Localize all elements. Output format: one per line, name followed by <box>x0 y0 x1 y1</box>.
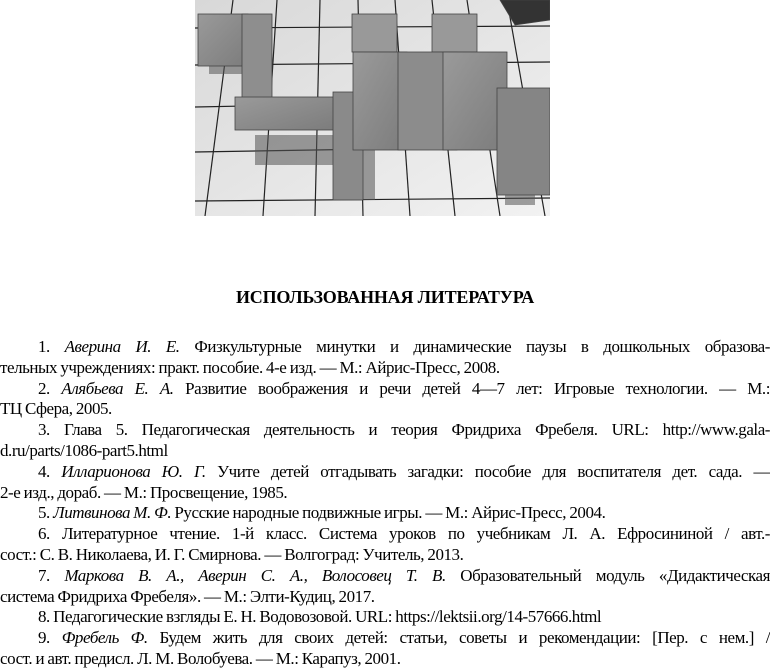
reference-first-line <box>0 524 770 545</box>
reference-number: 9. <box>38 628 50 648</box>
reference-text: Учите детей отгадывать загадки: пособие для воспитателя дет. сада. — <box>205 461 770 481</box>
reference-item <box>0 420 770 462</box>
reference-number: 8. <box>38 607 50 627</box>
reference-continuation: система Фридриха Фребеля». — М.: Элти-Кудиц, 2017. <box>0 586 375 606</box>
reference-item <box>0 462 770 504</box>
reference-item <box>0 337 770 379</box>
reference-list <box>0 337 770 670</box>
reference-number: 7. <box>38 565 50 585</box>
reference-text: Глава 5. Педагогическая деятельность и теория Фридриха Фребеля. URL: http://www.gala- <box>63 420 770 440</box>
reference-author: Илларионова Ю. Г. <box>61 461 206 481</box>
reference-author: Алябьева Е. А. <box>61 378 174 398</box>
reference-author: Фребель Ф. <box>61 628 148 648</box>
reference-text: Русские народные подвижные игры. — М.: Айрис-Пресс, 2004. <box>171 503 606 523</box>
reference-first-line <box>0 566 770 587</box>
reference-continuation: сост. и авт. предисл. Л. М. Волобуева. — М.: Карапуз, 2001. <box>0 648 401 668</box>
reference-text: Будем жить для своих детей: статьи, советы и рекомендации: [Пер. с нем.] / <box>147 628 770 648</box>
reference-first-line <box>0 607 770 628</box>
reference-continuation: тельных учреждениях: практ. пособие. 4-е изд. — М.: Айрис-Пресс, 2008. <box>0 357 500 377</box>
reference-item <box>0 607 770 628</box>
reference-number: 4. <box>38 461 50 481</box>
reference-text: Педагогические взгляды Е. Н. Водовозовой. URL: https://lektsii.org/14-57666.html <box>53 607 602 627</box>
wooden-blocks-photo <box>195 0 550 216</box>
reference-number: 5. <box>38 503 50 523</box>
reference-item <box>0 379 770 421</box>
reference-author: Аверина И. Е. <box>64 337 180 356</box>
reference-number: 6. <box>38 524 50 544</box>
reference-item <box>0 524 770 566</box>
reference-text: Литературное чтение. 1-й класс. Система уроков по учебникам Л. А. Ефросининой / авт.- <box>61 524 770 544</box>
reference-continuation: ТЦ Сфера, 2005. <box>0 399 112 419</box>
reference-first-line <box>0 462 770 483</box>
reference-first-line <box>0 420 770 441</box>
reference-continuation: сост.: С. В. Николаева, И. Г. Смирнова. — Волгоград: Учитель, 2013. <box>0 544 464 564</box>
page-title: ИСПОЛЬЗОВАННАЯ ЛИТЕРАТУРА <box>235 287 535 307</box>
reference-number: 2. <box>38 378 50 398</box>
reference-text: Физкультурные минутки и динамические паузы в дошкольных образова- <box>179 337 770 356</box>
reference-first-line <box>0 628 770 649</box>
reference-item <box>0 566 770 608</box>
reference-first-line <box>0 503 770 524</box>
reference-first-line <box>0 379 770 400</box>
reference-author: Литвинова М. Ф. <box>53 503 172 523</box>
reference-continuation: d.ru/parts/1086-part5.html <box>0 440 168 460</box>
reference-number: 1. <box>38 337 50 356</box>
reference-item <box>0 628 770 670</box>
reference-item <box>0 503 770 524</box>
reference-author: Маркова В. А., Аверин С. А., Волосовец Т. В. <box>64 565 446 585</box>
reference-number: 3. <box>38 420 50 440</box>
reference-text: Образовательный модуль «Дидактическая <box>445 565 770 585</box>
reference-continuation: 2-е изд., дораб. — М.: Просвещение, 1985. <box>0 482 288 502</box>
reference-text: Развитие воображения и речи детей 4—7 лет: Игровые технологии. — М.: <box>173 378 770 398</box>
reference-first-line <box>0 337 770 358</box>
